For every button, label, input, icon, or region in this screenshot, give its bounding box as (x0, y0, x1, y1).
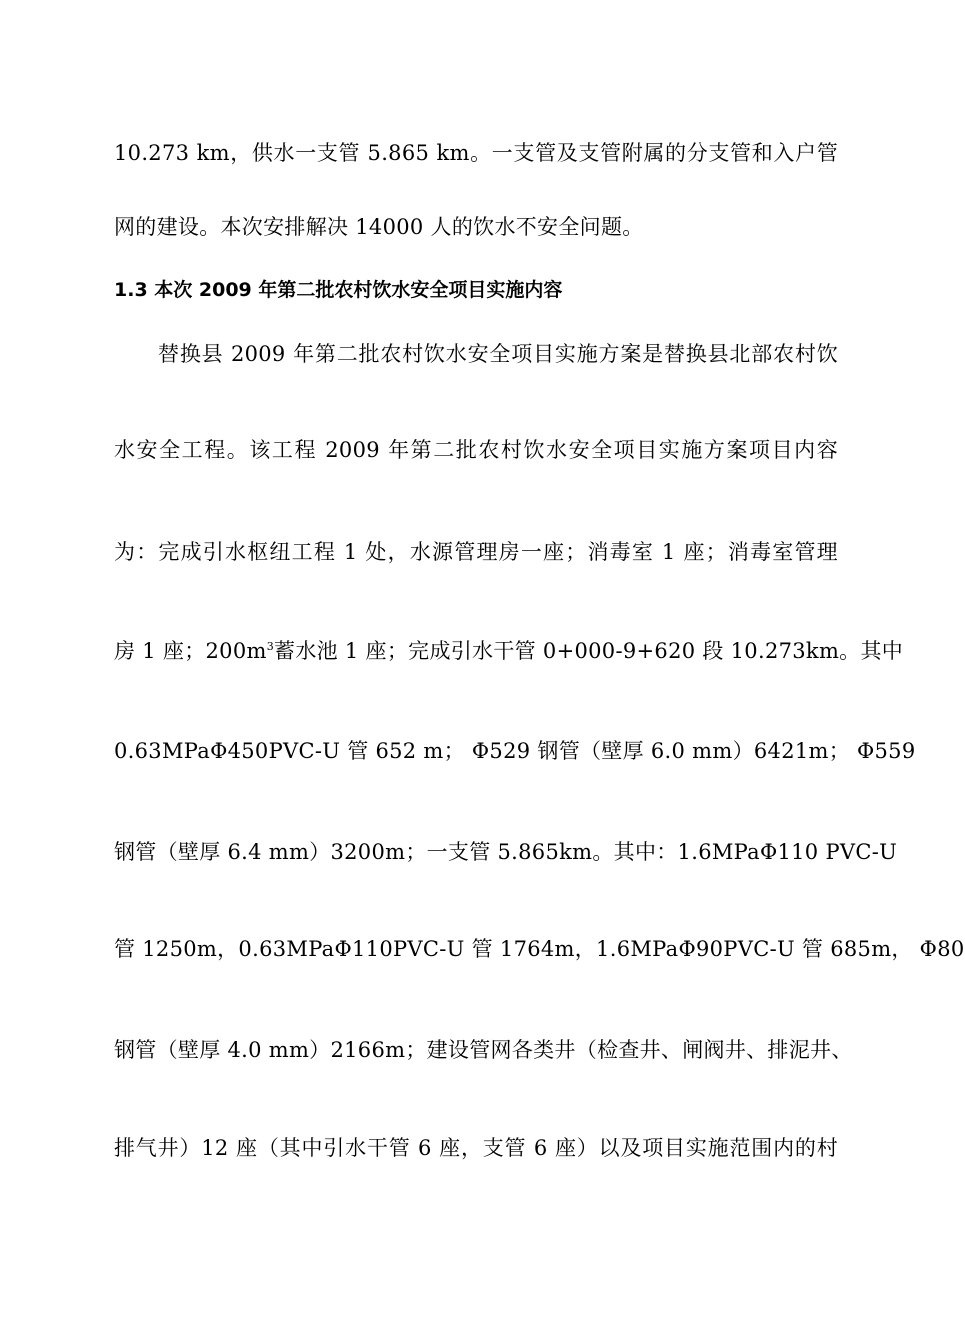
body-line-4 (114, 637, 904, 665)
body-line-4-part-b: 蓄水池 1 座；完成引水干管 0+000-9+620 段 10.273km。其中 (274, 639, 904, 663)
intro-line-1: 10.273 km，供水一支管 5.865 km。一支管及支管附属的分支管和入户管 (114, 141, 838, 165)
body-line-9: 排气井）12 座（其中引水干管 6 座，支管 6 座）以及项目实施范围内的村 (114, 1136, 838, 1160)
body-line-2: 水安全工程。该工程 2009 年第二批农村饮水安全项目实施方案项目内容 (114, 438, 838, 462)
body-line-4-part-a: 房 1 座；200m (114, 639, 267, 663)
body-line-1: 替换县 2009 年第二批农村饮水安全项目实施方案是替换县北部农村饮 (158, 342, 838, 366)
section-heading: 1.3 本次 2009 年第二批农村饮水安全项目实施内容 (114, 279, 563, 301)
body-line-3: 为：完成引水枢纽工程 1 处，水源管理房一座；消毒室 1 座；消毒室管理 (114, 540, 838, 564)
intro-line-2: 网的建设。本次安排解决 14000 人的饮水不安全问题。 (114, 215, 644, 239)
body-line-6: 钢管（壁厚 6.4 mm）3200m；一支管 5.865km。其中：1.6MPaΦ110 PVC-U (114, 840, 898, 864)
body-line-8: 钢管（壁厚 4.0 mm）2166m；建设管网各类井（检查井、闸阀井、排泥井、 (114, 1038, 853, 1062)
body-line-7: 管 1250m，0.63MPaΦ110PVC-U 管 1764m，1.6MPaΦ90PVC-U 管 685m， Φ80 (114, 937, 965, 961)
superscript-cubic: 3 (266, 640, 275, 653)
body-line-5: 0.63MPaΦ450PVC-U 管 652 m； Φ529 钢管（壁厚 6.0 mm）6421m； Φ559 (114, 739, 916, 763)
